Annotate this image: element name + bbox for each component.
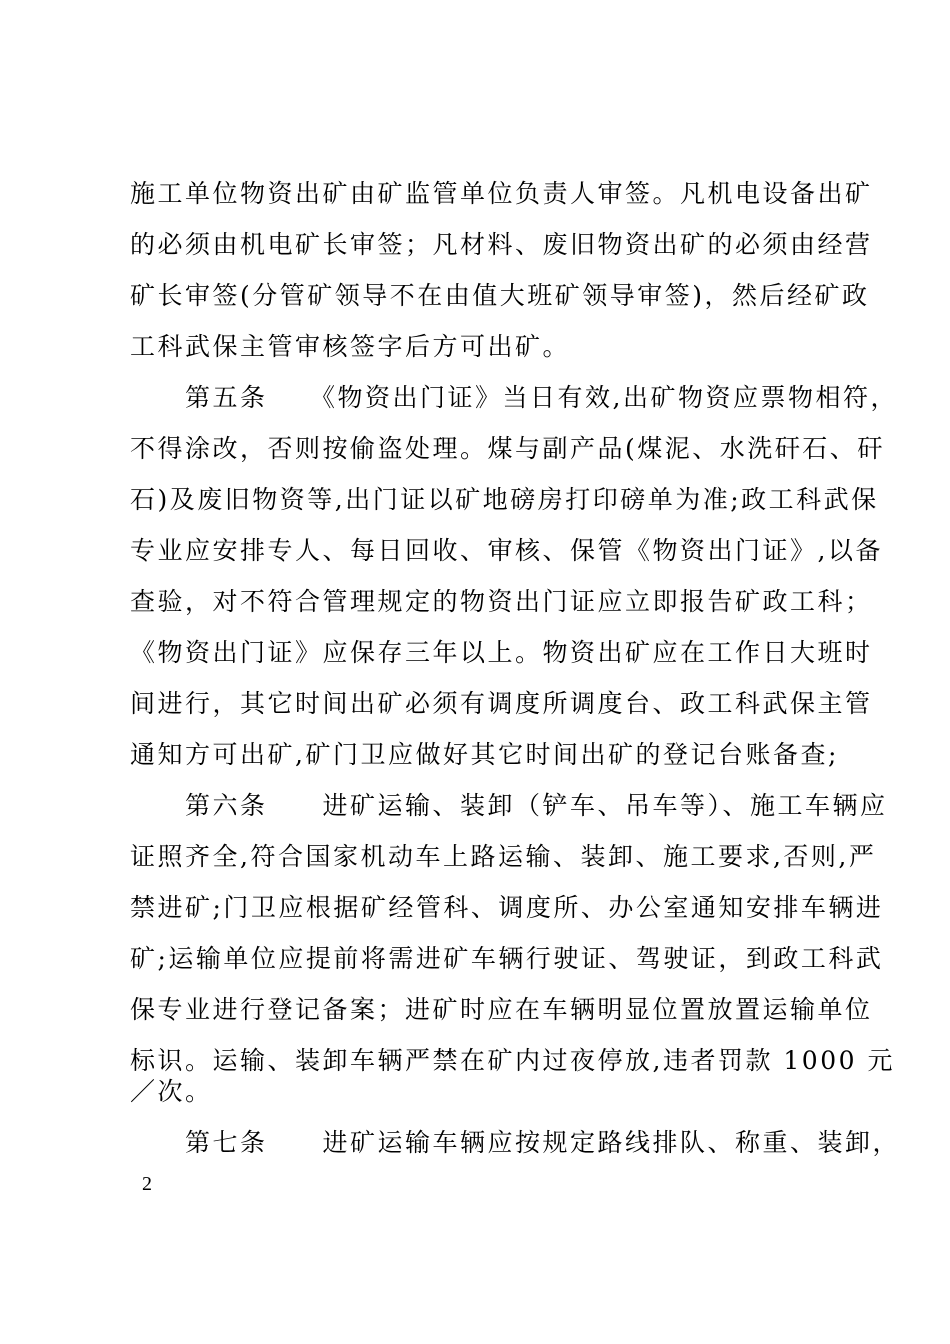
text-line: 《物资出门证》应保存三年以上。物资出矿应在工作日大班时 bbox=[130, 638, 873, 667]
text-line: 证照齐全,符合国家机动车上路运输、装卸、施工要求,否则,严 bbox=[130, 842, 877, 871]
text-line: 工科武保主管审核签字后方可出矿。 bbox=[130, 332, 571, 361]
text-line: ／次。 bbox=[130, 1077, 213, 1106]
article-5-heading-line: 第五条 《物资出门证》当日有效,出矿物资应票物相符， bbox=[130, 383, 898, 412]
text-line: 的必须由机电矿长审签；凡材料、废旧物资出矿的必须由经营 bbox=[130, 230, 873, 259]
text-line: 查验，对不符合管理规定的物资出门证应立即报告矿政工科； bbox=[130, 587, 873, 616]
article-6-heading-line: 第六条 进矿运输、装卸（铲车、吊车等）、施工车辆应 bbox=[130, 791, 888, 820]
text-line: 间进行，其它时间出矿必须有调度所调度台、政工科武保主管 bbox=[130, 689, 873, 718]
page-number: 2 bbox=[142, 1173, 152, 1195]
text-line: 石)及废旧物资等,出门证以矿地磅房打印磅单为准;政工科武保 bbox=[130, 485, 879, 514]
text-line: 不得涂改，否则按偷盗处理。煤与副产品(煤泥、水洗矸石、矸 bbox=[130, 434, 885, 463]
text-line: 标识。运输、装卸车辆严禁在矿内过夜停放,违者罚款 1000 元 bbox=[130, 1046, 895, 1075]
text-line: 保专业进行登记备案；进矿时应在车辆明显位置放置运输单位 bbox=[130, 995, 873, 1024]
text-line: 专业应安排专人、每日回收、审核、保管《物资出门证》,以备 bbox=[130, 536, 883, 565]
text-line: 通知方可出矿,矿门卫应做好其它时间出矿的登记台账备查; bbox=[130, 740, 839, 769]
text-line: 矿;运输单位应提前将需进矿车辆行驶证、驾驶证，到政工科武 bbox=[130, 944, 884, 973]
text-line: 矿长审签(分管矿领导不在由值大班矿领导审签)，然后经矿政 bbox=[130, 281, 870, 310]
text-line: 禁进矿;门卫应根据矿经管科、调度所、办公室通知安排车辆进 bbox=[130, 893, 884, 922]
article-7-heading-line: 第七条 进矿运输车辆应按规定路线排队、称重、装卸， bbox=[130, 1128, 901, 1157]
text-line: 施工单位物资出矿由矿监管单位负责人审签。凡机电设备出矿 bbox=[130, 179, 873, 208]
